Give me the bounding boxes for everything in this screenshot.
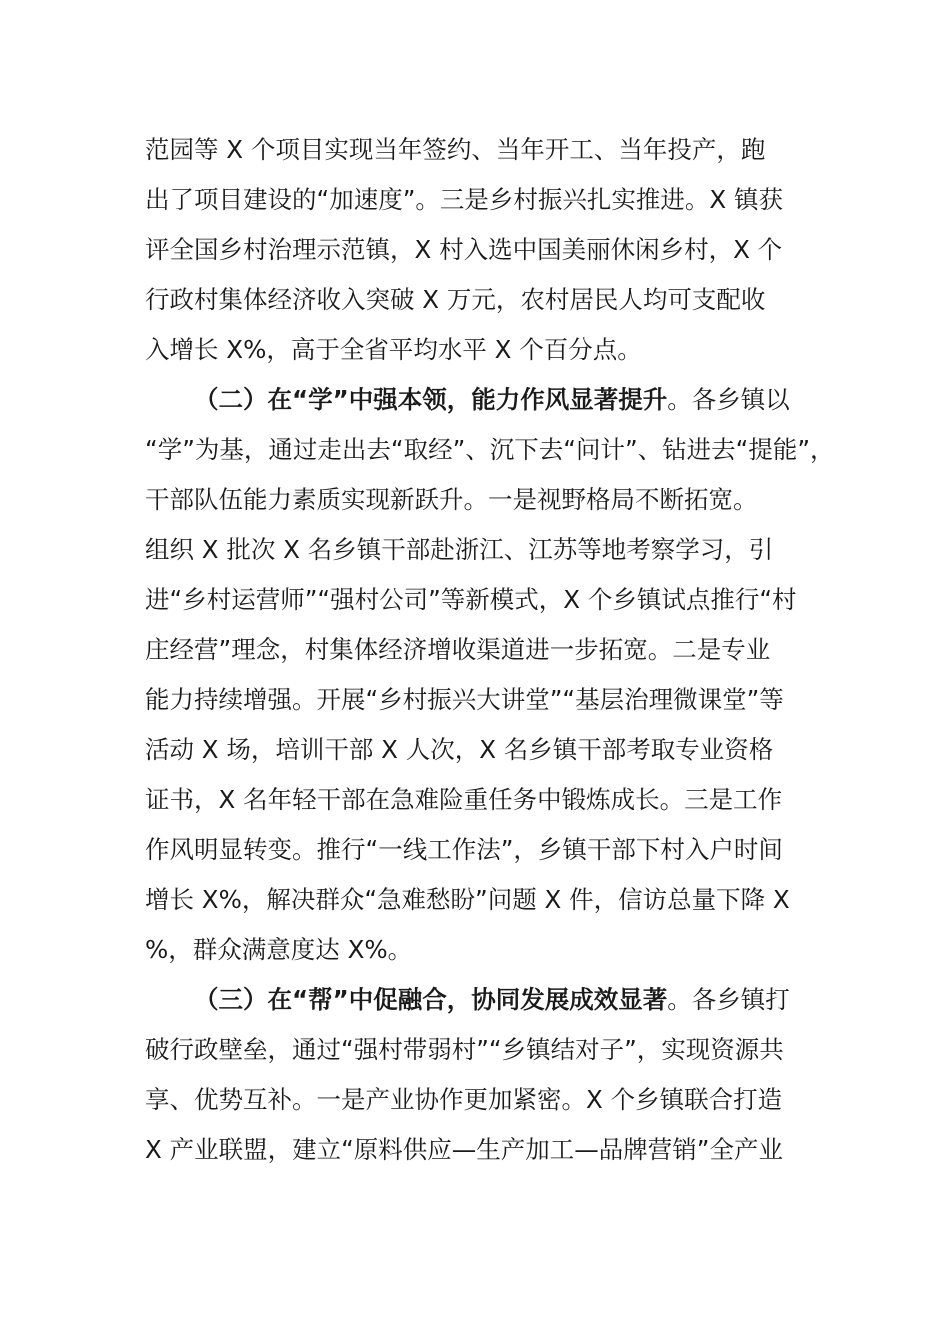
- paragraph-line: 增长 X%，解决群众“急难愁盼”问题 X 件，信访总量下降 X: [145, 885, 790, 914]
- section-3-heading: （三）在“帮”中促融合，协同发展成效显著: [194, 985, 668, 1014]
- section-2-first-line: [145, 375, 805, 425]
- paragraph-line: 能力持续增强。开展“乡村振兴大讲堂”“基层治理微课堂”等: [145, 685, 784, 714]
- paragraph-line: %，群众满意度达 X%。: [145, 935, 413, 964]
- paragraph-line: 庄经营”理念，村集体经济增收渠道进一步拓宽。二是专业: [145, 635, 771, 664]
- paragraph-line: 评全国乡村治理示范镇，X 村入选中国美丽休闲乡村，X 个: [145, 235, 783, 264]
- paragraph-line: 享、优势互补。一是产业协作更加紧密。X 个乡镇联合打造: [145, 1085, 783, 1114]
- paragraph-line: 作风明显转变。推行“一线工作法”，乡镇干部下村入户时间: [145, 835, 783, 864]
- section-3-lead-text: 。各乡镇打: [667, 985, 790, 1014]
- paragraph-line: 干部队伍能力素质实现新跃升。一是视野格局不断拓宽。: [145, 485, 758, 514]
- paragraph-line: 组织 X 批次 X 名乡镇干部赴浙江、江苏等地考察学习，引: [145, 535, 774, 564]
- section-2-lead-text: 。各乡镇以: [667, 385, 790, 414]
- paragraph-line: 破行政壁垒，通过“强村带弱村”“乡镇结对子”，实现资源共: [145, 1035, 784, 1064]
- paragraph-line: 证书，X 名年轻干部在急难险重任务中锻炼成长。三是工作: [145, 785, 783, 814]
- paragraph-line: X 产业联盟，建立“原料供应—生产加工—品牌营销”全产业: [145, 1135, 783, 1164]
- paragraph-line: 活动 X 场，培训干部 X 人次，X 名乡镇干部考取专业资格: [145, 735, 774, 764]
- paragraph-line: 进“乡村运营师”“强村公司”等新模式，X 个乡镇试点推行“村: [145, 585, 797, 614]
- paragraph-line: 行政村集体经济收入突破 X 万元，农村居民人均可支配收: [145, 285, 766, 314]
- paragraph-line: 出了项目建设的“加速度”。三是乡村振兴扎实推进。X 镇获: [145, 185, 783, 214]
- paragraph-line: “学”为基，通过走出去“取经”、沉下去“问计”、钻进去“提能”，: [145, 435, 835, 464]
- section-2-heading: （二）在“学”中强本领，能力作风显著提升: [194, 385, 668, 414]
- document-body: [145, 125, 835, 1175]
- paragraph-line: 范园等 X 个项目实现当年签约、当年开工、当年投产，跑: [145, 135, 766, 164]
- paragraph-line: 入增长 X%，高于全省平均水平 X 个百分点。: [145, 335, 642, 364]
- section-3-first-line: [145, 975, 805, 1025]
